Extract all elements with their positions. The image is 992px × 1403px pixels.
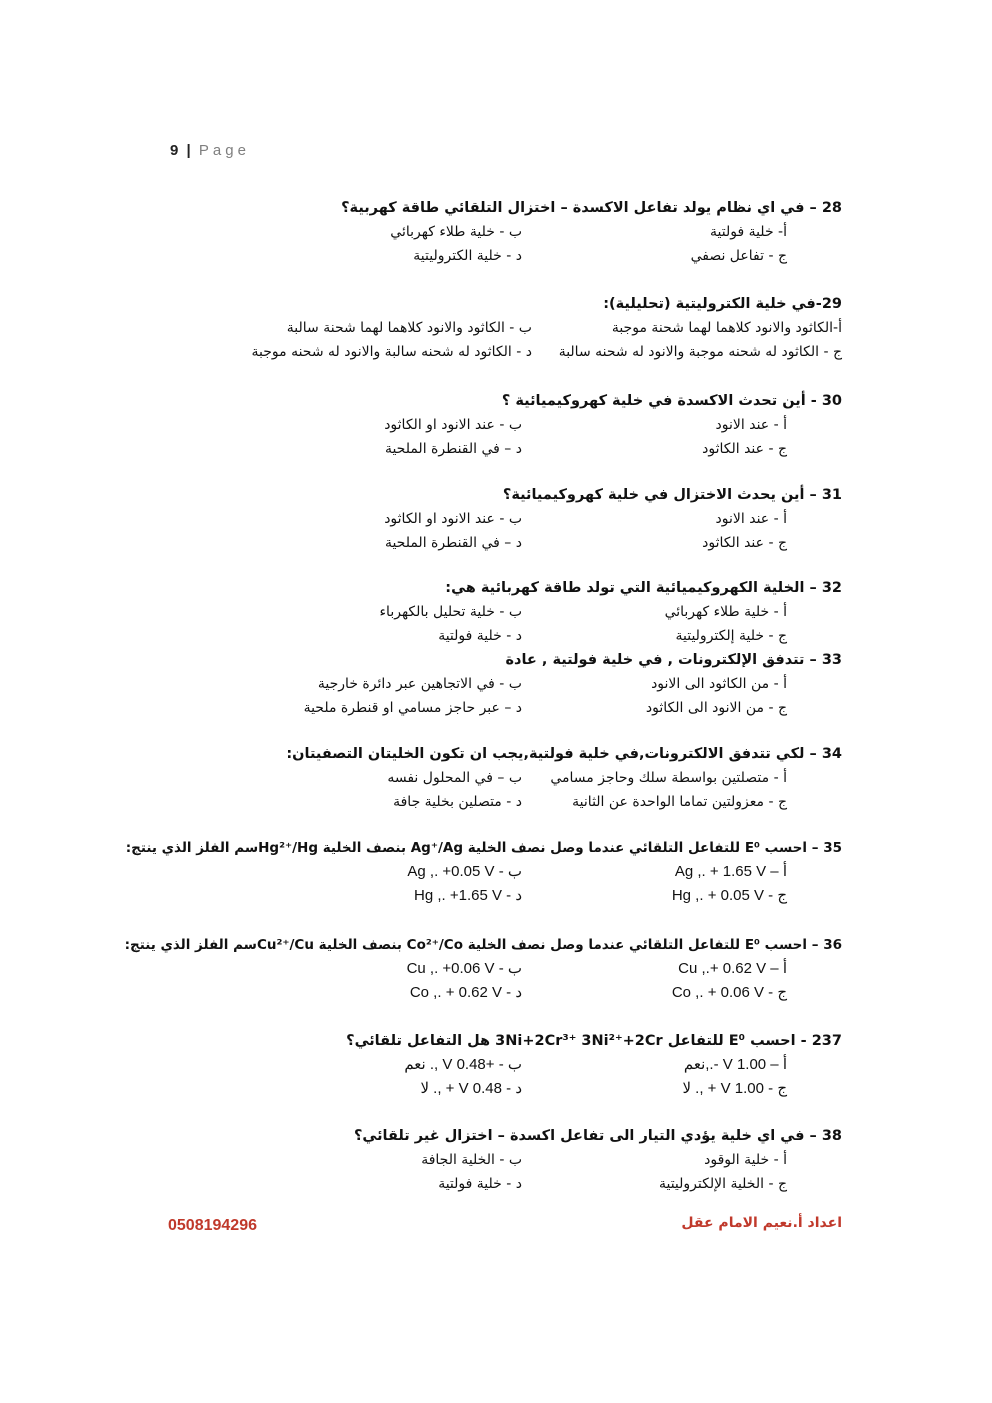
option-b: ب - Cu ,. +0.06 V [406,960,522,977]
option-a: أ - خلية الوقود [704,1152,787,1168]
question-title: 29-في خلية الكتروليتية (تحليلية): [603,296,842,312]
question-33 [303,648,842,720]
question-title: 34 – لكي تتدفق الالكترونات,في خلية فولتية,يجب ان تكون الخليتان التصفيتان: [286,746,842,762]
option-a: أ - من الكاثود الى الانود [651,676,787,692]
option-b: ب – في المحلول نفسه [387,770,522,786]
question-title: 35 – احسب E⁰ للتفاعل التلقائي عندما وصل نصف الخلية Ag⁺/Ag بنصف الخلية Hg²⁺/Hgسم الفلز الذي ينتج: [125,840,842,856]
option-a: أ - عند الانود [715,417,787,433]
question-title: 33 – تتدفق الإلكترونات , في خلية فولتية , عادة [505,652,842,668]
question-28 [341,196,842,268]
option-c: ج - معزولتين تماما الواحدة عن الثانية [572,794,787,810]
option-a: أ - عند الانود [715,511,787,527]
option-b: ب - عند الانود او الكاثود [384,511,522,527]
question-29 [251,292,842,364]
page-header [170,142,250,159]
option-b: ب - خلية تحليل بالكهرباء [379,604,522,620]
option-c: ج - الكاثود له شحنه موجبة والانود له شحنه سالبة [558,344,842,360]
option-c: ج - Hg ,. + 0.05 V [671,887,787,904]
page-number: 9 [170,142,179,159]
option-d: د - خلية الكتروليتية [413,248,522,264]
question-title: 36 – احسب E⁰ للتفاعل التلقائي عندما وصل نصف الخلية Co²⁺/Co بنصف الخلية Cu²⁺/Cuسم الفلز الذي ينتج: [124,937,842,953]
question-32 [379,576,842,648]
option-a: أ – Cu ,.+ 0.62 V [678,960,787,977]
option-c: ج - عند الكاثود [702,441,787,457]
option-a: أ – Ag ,. + 1.65 V [674,863,787,880]
question-31 [384,483,842,555]
option-a: أ – 1.00 V -.,نعم [683,1056,787,1073]
question-30 [384,389,842,461]
option-d: د - Hg ,. +1.65 V [414,887,522,904]
question-title: 38 – في اي خلية يؤدي التيار الى تفاعل اكسدة – اختزال غير تلقائي؟ [353,1128,842,1144]
question-title: 30 - أين تحدث الاكسدة في خلية كهروكيميائية ؟ [501,393,842,409]
question-36 [125,933,842,1005]
header-separator: | [186,142,191,159]
option-b: ب - خلية طلاء كهربائي [390,224,522,240]
option-c: ج - من الانود الى الكاثود [645,700,787,716]
option-d: د - الكاثود له شحنه سالبة والانود له شحنه موجبة [251,344,532,360]
option-b: ب - +0.48 V ,. نعم [404,1056,522,1073]
option-c: ج - عند الكاثود [702,535,787,551]
option-a: أ - خلية طلاء كهربائي [664,604,787,620]
option-d: د – عبر حاجز مسامي او قنطرة ملحية [303,700,522,716]
question-37 [346,1029,842,1101]
option-d: د – في القنطرة الملحية [384,441,522,457]
option-d: د - Co ,. + 0.62 V [409,984,522,1001]
option-a: أ-الكاثود والانود كلاهما لهما شحنة موجبة [611,320,842,336]
option-a: أ- خلية فولتية [709,224,787,240]
option-d: د - خلية فولتية [438,1176,522,1192]
option-b: ب - عند الانود او الكاثود [384,417,522,433]
option-c: ج - الخلية الإلكتروليتية [658,1176,787,1192]
footer-phone: 0508194296 [168,1217,257,1234]
option-b: ب - الخلية الجافة [421,1152,522,1168]
option-d: د – في القنطرة الملحية [384,535,522,551]
option-b: ب - الكاثود والانود كلاهما لهما شحنة سالبة [286,320,532,336]
option-c: ج - 1.00 V + ,. لا [682,1080,787,1097]
question-35 [126,836,842,908]
question-title: 32 – الخلية الكهروكيميائية التي تولد طاقة كهربائية هي: [445,580,842,596]
footer-author: اعداد أ.نعيم الامام عقل [681,1215,842,1231]
question-title: 31 – أين يحدث الاختزال في خلية كهروكيميائية؟ [502,487,842,503]
option-d: د - 0.48 V + ,. لا [420,1080,522,1097]
option-d: د - متصلين بخلية جافة [393,794,522,810]
page-label: Page [198,142,250,159]
option-d: د - خلية فولتية [438,628,522,644]
option-b: ب - في الاتجاهين عبر دائرة خارجية [317,676,522,692]
option-c: ج - تفاعل نصفي [690,248,787,264]
option-c: ج - Co ,. + 0.06 V [671,984,787,1001]
question-38 [354,1124,842,1196]
option-a: أ - متصلتين بواسطة سلك وحاجز مسامي [550,770,787,786]
question-title: 28 – في اي نظام يولد تفاعل الاكسدة – اختزال التلقائي طاقة كهربية؟ [341,200,842,216]
question-title: 237 - احسب E⁰ للتفاعل 3Ni+2Cr³⁺ 3Ni²⁺+2Cr هل التفاعل تلقائي؟ [346,1033,842,1049]
question-34 [286,742,842,814]
option-c: ج - خلية إلكتروليتية [675,628,787,644]
option-b: ب - Ag ,. +0.05 V [407,863,522,880]
